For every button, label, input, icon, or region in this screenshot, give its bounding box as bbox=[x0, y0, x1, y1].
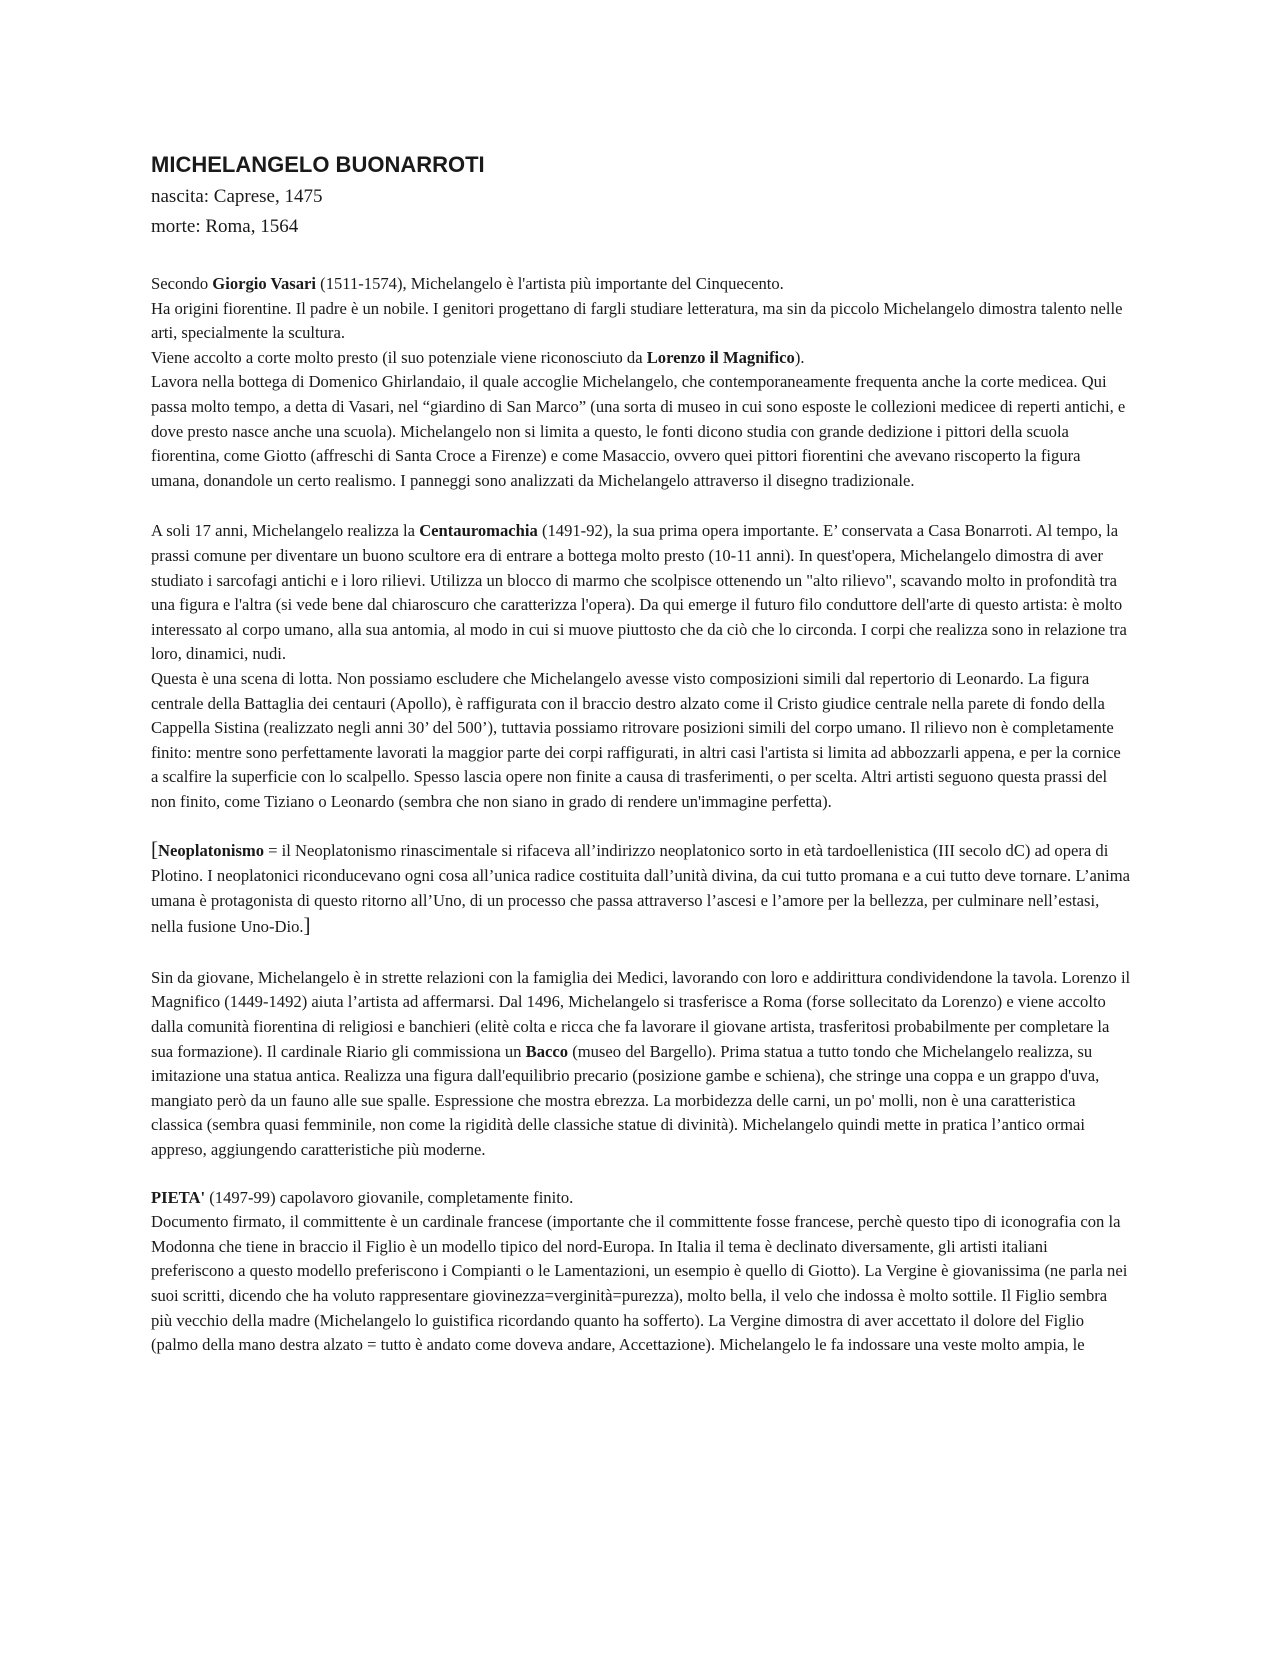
text-run: Sin da giovane, Michelangelo è in strette relazioni con la famiglia dei Medici, lavorando con loro e addirittura condividendone la tavola. Lorenzo il Magnifico (1449-1492) aiuta l’artista ad affermarsi. Dal 1496, Michelangelo si trasferisce a Roma (forse sollecitato da Lorenzo) e viene accolto dalla comunità fiorentina di religiosi e banchieri (elitè colta e ricca che fa lavorare il giovane artista, trasferitosi probabilmente per completare la sua formazione). Il cardinale Riario gli commissiona un bbox=[151, 967, 1131, 1061]
bracket-close: ] bbox=[303, 913, 311, 938]
text-run: (museo del Bargello). Prima statua a tutto tondo che Michelangelo realizza, su imitazione una statua antica. Realizza una figura dall'equilibrio precario (posizione gambe e schiena), che stringe una coppa e un grappo d'uva, mangiato però da un fauno alle sue spalle. Espressione che mostra ebrezza. La morbidezza delle carni, un po' molli, non è una caratteristica classica (sembra quasi femminile, non come la rigidità delle classiche statue di divinità). Michelangelo quindi mette in pratica l’antico ormai appreso, aggiungendo caratteristiche più moderne. bbox=[151, 1041, 1100, 1159]
paragraph: Ha origini fiorentine. Il padre è un nobile. I genitori progettano di fargli studiare letteratura, ma sin da piccolo Michelangelo dimostra talento nelle arti, specialmente la scultura. bbox=[151, 298, 1123, 343]
paragraph bbox=[151, 346, 1131, 371]
paragraph: Lavora nella bottega di Domenico Ghirlandaio, il quale accoglie Michelangelo, che contemporaneamente frequenta anche la corte medicea. Qui passa molto tempo, a detta di Vasari, nel “giardino di San Marco” (una sorta di museo in cui sono esposte le collezioni medicee di reperti antichi, e dove presto nasce anche una scuola). Michelangelo non si limita a questo, le fonti dicono studia con grande dedizione i pittori della scuola fiorentina, come Giotto (affreschi di Santa Croce a Firenze) e come Masaccio, ovvero quei pittori fiorentini che avevano riscoperto la figura umana, donandole un certo realismo. I panneggi sono analizzati da Michelangelo attraverso il disegno tradizionale. bbox=[151, 372, 1126, 490]
paragraph bbox=[151, 966, 1131, 1163]
text-run: ). bbox=[794, 347, 805, 367]
text-run: = il Neoplatonismo rinascimentale si rifaceva all’indirizzo neoplatonico sorto in età tardoellenistica (III secolo dC) ad opera di Plotino. I neoplatonici riconducevano ogni cosa all’unica radice costituita dall’unità divina, da cui tutto promana e a cui tutto deve tornare. L’anima umana è protagonista di questo ritorno all’Uno, di un processo che passa attraverso l’ascesi e l’amore per la bellezza, per culminare nell’estasi, nella fusione Uno-Dio. bbox=[151, 841, 1131, 937]
bold-text: Lorenzo il Magnifico bbox=[646, 347, 795, 367]
paragraph bbox=[151, 519, 1131, 667]
section-centauromachia bbox=[151, 519, 1131, 814]
header-block bbox=[151, 148, 1131, 242]
spacer bbox=[151, 1163, 1131, 1186]
bold-text: Neoplatonismo bbox=[158, 841, 265, 861]
text-run: (1497-99) capolavoro giovanile, completamente finito. bbox=[205, 1187, 574, 1207]
birth-info: nascita: Caprese, 1475 bbox=[151, 186, 323, 207]
bold-text: Giorgio Vasari bbox=[212, 274, 317, 293]
bold-text: Bacco bbox=[525, 1041, 569, 1061]
text-run: Secondo bbox=[151, 274, 213, 293]
paragraph bbox=[151, 1186, 1131, 1211]
paragraph bbox=[151, 272, 1131, 297]
text-run: A soli 17 anni, Michelangelo realizza la bbox=[151, 521, 420, 541]
spacer bbox=[151, 493, 1131, 519]
section-pieta bbox=[151, 1186, 1131, 1358]
bold-text: Centauromachia bbox=[419, 521, 538, 541]
section-neoplatonismo bbox=[151, 837, 1131, 939]
section-bacco bbox=[151, 966, 1131, 1163]
paragraph bbox=[151, 837, 1131, 939]
bold-text: PIETA' bbox=[151, 1187, 206, 1207]
page-title: MICHELANGELO BUONARROTI bbox=[151, 152, 485, 177]
text-run: Viene accolto a corte molto presto (il suo potenziale viene riconosciuto da bbox=[151, 347, 647, 367]
text-run: (1491-92), la sua prima opera importante. E’ conservata a Casa Bonarroti. Al tempo, la prassi comune per diventare un buono scultore era di entrare a bottega molto presto (10-11 anni). In quest'opera, Michelangelo dimostra di aver studiato i sarcofagi antichi e i loro rilievi. Utilizza un blocco di marmo che scolpisce ottenendo un "alto rilievo", scavando molto in profondità tra una figura e l'altra (si vede bene dal chiaroscuro che caratterizza l'opera). Da qui emerge il futuro filo conduttore dell'arte di questo artista: è molto interessato al corpo umano, alla sua antomia, al modo in cui si muove piuttosto che da ciò che lo circonda. I corpi che realizza sono in relazione tra loro, dinamici, nudi. bbox=[151, 521, 1127, 664]
paragraph: Documento firmato, il committente è un cardinale francese (importante che il committente fosse francese, perchè questo tipo di iconografia con la Modonna che tiene in braccio il Figlio è un modello tipico del nord-Europa. In Italia il tema è declinato diversamente, gli artisti italiani preferiscono a questo modello preferiscono i Compianti o le Lamentazioni, un esempio è quello di Giotto). La Vergine è giovanissima (ne parla nei suoi scritti, dicendo che ha voluto rappresentare giovinezza=verginità=purezza), molto bella, il velo che indossa è molto sottile. Il Figlio sembra più vecchio della madre (Michelangelo lo guistifica ricordando quanto ha sofferto). La Vergine dimostra di aver accettato il dolore del Figlio (palmo della mano destra alzato = tutto è andato come doveva andare, Accettazione). Michelangelo le fa indossare una veste molto ampia, le bbox=[151, 1212, 1128, 1355]
text-run: (1511-1574), Michelangelo è l'artista più importante del Cinquecento. bbox=[316, 274, 784, 293]
bracket-open: [ bbox=[151, 837, 158, 862]
document-page bbox=[151, 148, 1131, 1358]
spacer bbox=[151, 940, 1131, 966]
spacer bbox=[151, 814, 1131, 837]
death-info: morte: Roma, 1564 bbox=[151, 216, 299, 237]
paragraph: Questa è una scena di lotta. Non possiamo escludere che Michelangelo avesse visto composizioni simili dal repertorio di Leonardo. La figura centrale della Battaglia dei centauri (Apollo), è raffigurata con il braccio destro alzato come il Cristo giudice centrale nella parete di fondo della Cappella Sistina (realizzato negli anni 30’ del 500’), tuttavia possiamo ritrovare posizioni simili del corpo umano. Il rilievo non è completamente finito: mentre sono perfettamente lavorati la maggior parte dei corpi raffigurati, in altri casi l'artista si limita ad abbozzarli appena, e per la cornice a scalfire la superficie con lo scalpello. Spesso lascia opere non finite a causa di trasferimenti, o per scelta. Altri artisti seguono questa prassi del non finito, come Tiziano o Leonardo (sembra che non siano in grado di rendere un'immagine perfetta). bbox=[151, 668, 1121, 811]
section-biography bbox=[151, 272, 1131, 493]
